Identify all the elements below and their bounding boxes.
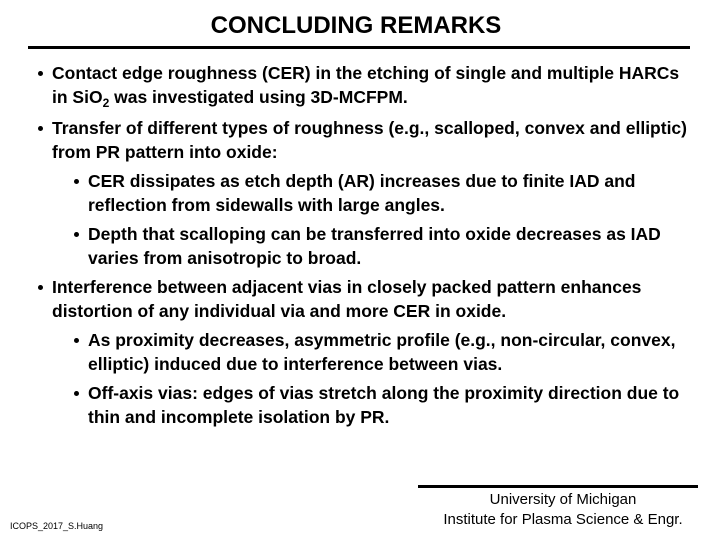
bullet-text: Interference between adjacent vias in closely packed pattern enhances distortion of any individual via and more CER in oxide. [52, 277, 642, 321]
bullet-dot-icon [74, 179, 79, 184]
bullet-text: Transfer of different types of roughness (e.g., scalloped, convex and elliptic) from PR pattern into oxide: [52, 118, 687, 162]
footer-institution [418, 490, 708, 530]
sub-bullet-item [0, 381, 698, 429]
footer-institute: Institute for Plasma Science & Engr. [443, 511, 683, 528]
slide-title: CONCLUDING REMARKS [210, 12, 502, 39]
bullet-dot-icon [38, 285, 43, 290]
bullet-text: CER dissipates as etch depth (AR) increases due to finite IAD and reflection from sidewalls with large angles. [88, 171, 636, 215]
bullet-list [0, 61, 720, 434]
bullet-item [0, 275, 692, 323]
sub-bullet-item [0, 222, 698, 270]
bullet-text: was investigated using 3D-MCFPM. [109, 87, 408, 107]
subscript-text: 2 [102, 96, 110, 110]
bullet-dot-icon [74, 232, 79, 237]
title-divider [28, 46, 690, 49]
bullet-text: Depth that scalloping can be transferred into oxide decreases as IAD varies from anisotropic to broad. [88, 224, 661, 268]
bullet-dot-icon [38, 71, 43, 76]
bullet-dot-icon [74, 391, 79, 396]
bullet-dot-icon [38, 126, 43, 131]
sub-bullet-item [0, 328, 698, 376]
bullet-item [0, 61, 692, 111]
bullet-dot-icon [74, 338, 79, 343]
footer-university: University of Michigan [489, 491, 637, 508]
sub-bullet-item [0, 169, 698, 217]
bullet-text: As proximity decreases, asymmetric profile (e.g., non-circular, convex, elliptic) induced due to interference between vias. [88, 330, 676, 374]
bullet-text: Off-axis vias: edges of vias stretch along the proximity direction due to thin and incomplete isolation by PR. [88, 383, 680, 427]
footer-divider [418, 485, 698, 488]
footer-credit: ICOPS_2017_S.Huang [10, 521, 104, 531]
bullet-item [0, 116, 692, 164]
bullet-text: Contact edge roughness (CER) in the etching of single and multiple HARCs in SiO [52, 63, 680, 107]
